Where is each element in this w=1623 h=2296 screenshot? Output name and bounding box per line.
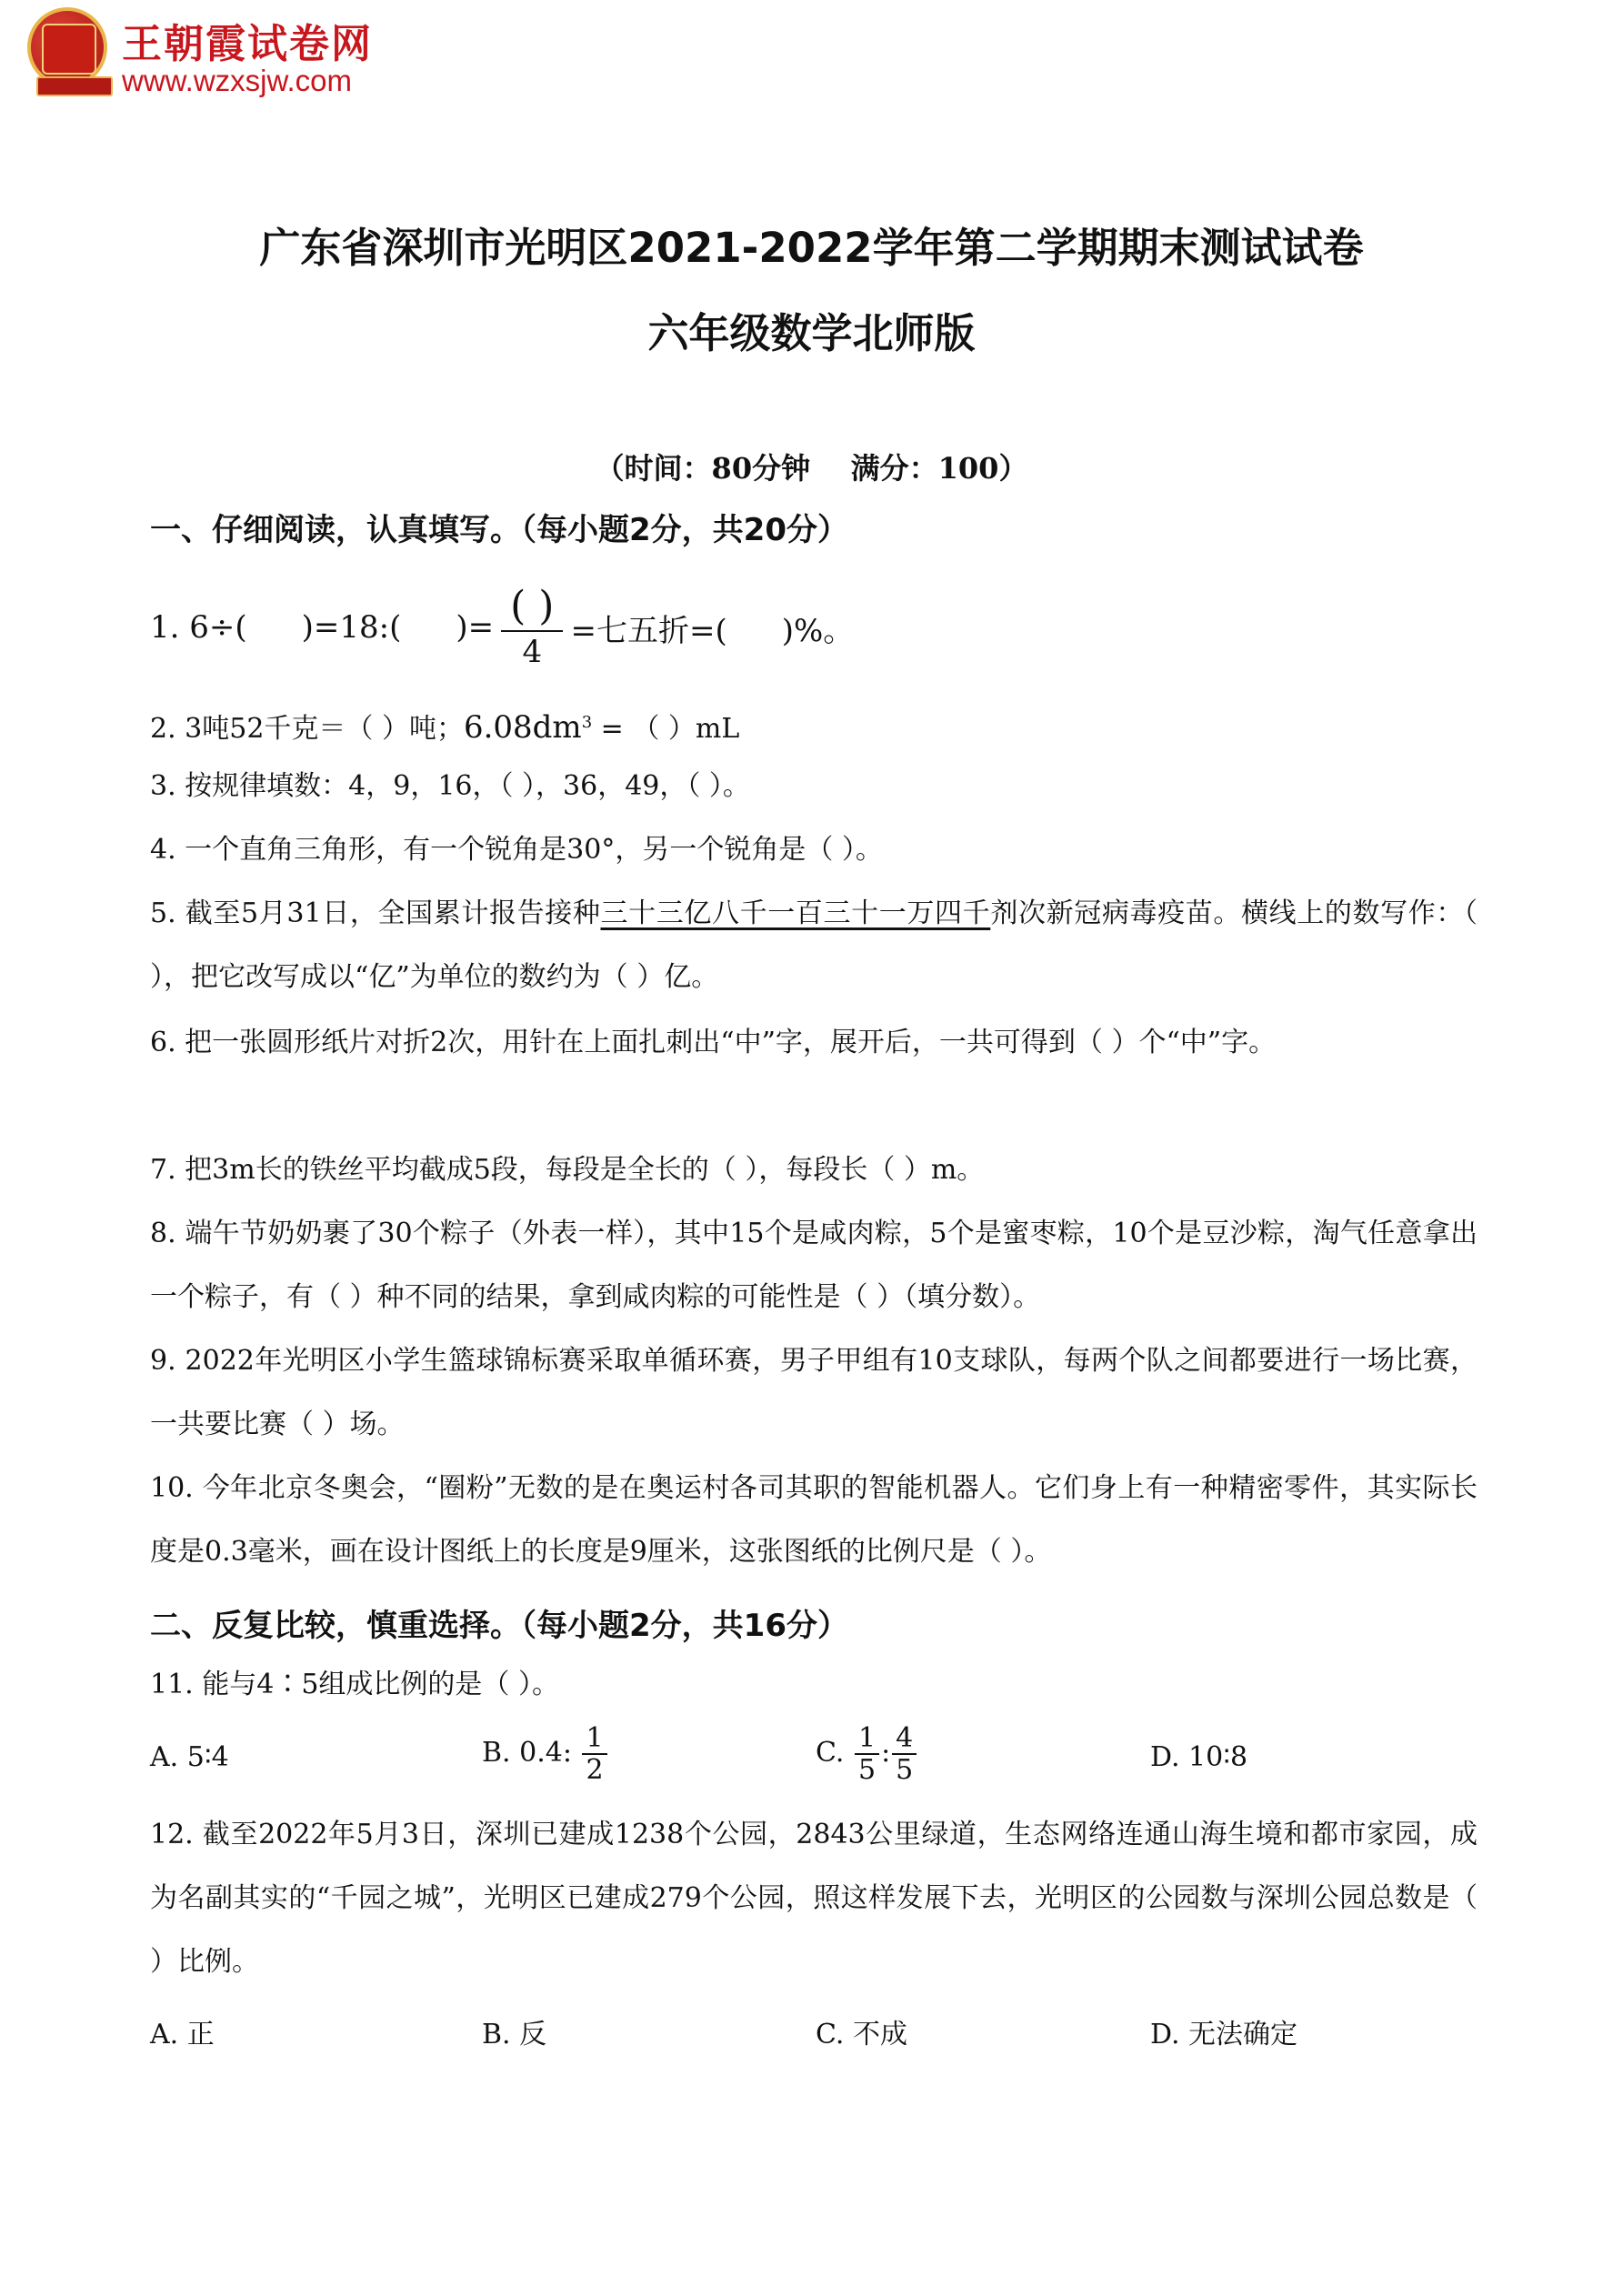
q5-underlined-number: 三十三亿八千一百三十一万四千 [600,897,991,929]
q12-option-b: B. 反 [482,2019,547,2050]
q11-b-fraction [582,1723,606,1785]
question-8: 8. 端午节奶奶裹了30个粽子（外表一样），其中15个是咸肉粽，5个是蜜枣粽，10个是豆沙粽，淘气任意拿出一个粽子，有（ ）种不同的结果，拿到咸肉粽的可能性是（ ）（填分数）。 [150,1218,1478,1313]
site-logo [27,7,418,107]
q11-option-c [816,1723,918,1785]
q11-c-fraction1 [855,1723,879,1785]
question-10: 10. 今年北京冬奥会，“圈粉”无数的是在奥运村各司其职的智能机器人。它们身上有一种精密零件，其实际长度是0.3毫米，画在设计图纸上的长度是9厘米，这张图纸的比例尺是（ ）。 [150,1472,1478,1568]
question-1 [150,573,854,682]
exam-title: 广东省深圳市光明区2021-2022学年第二学期期末测试试卷 [259,224,1364,272]
exam-meta: （时间：80分钟 满分：100） [595,451,1028,486]
q1-suffix: )%。 [781,612,855,649]
q11-c-num1: 1 [855,1723,879,1755]
question-3: 3. 按规律填数：4，9，16，（ ），36，49，（ ）。 [150,770,750,802]
q11-b-den: 2 [586,1754,604,1786]
section2-heading: 二、反复比较，慎重选择。（每小题2分，共16分） [150,1608,848,1644]
q1-fraction [501,583,563,672]
q11-option-b [482,1723,609,1785]
q1-mid2: )= [456,609,495,646]
question-5 [150,882,1478,1009]
q11-c-den1: 5 [857,1754,877,1786]
q11-c-fraction2 [892,1723,917,1785]
q11-c-den2: 5 [896,1754,914,1786]
q12-option-a: A. 正 [150,2019,215,2050]
q11-c-separator: : [881,1737,891,1769]
q2-part2: = （ ）mL [592,713,740,745]
section1-heading: 一、仔细阅读，认真填写。（每小题2分，共20分） [150,512,848,548]
q1-mid3: =七五折=( [570,612,727,649]
question-2 [150,691,1478,761]
exam-subtitle: 六年级数学北师版 [647,309,976,357]
q11-c-prefix: C. [816,1737,845,1769]
q1-frac-den: 4 [522,634,543,670]
q11-option-d: D. 10∶8 [1150,1741,1248,1773]
q12-option-c: C. 不成 [816,2019,907,2050]
brand-name: 王朝霞试卷网 [122,21,373,67]
question-9: 9. 2022年光明区小学生篮球锦标赛采取单循环赛，男子甲组有10支球队，每两个队之间都要进行一场比赛，一共要比赛（ ）场。 [150,1345,1478,1440]
q5-text-a: 5. 截至5月31日，全国累计报告接种 [150,897,601,929]
q12-option-d: D. 无法确定 [1150,2019,1298,2050]
q1-mid1: )=18:( [301,609,402,646]
q11-option-a: A. 5∶4 [150,1741,229,1773]
q5-text-b: 剂次新冠病毒疫苗。横线上的数写作：（ ），把它改写成以“亿”为单位的数约为（ ）亿。 [150,897,1478,993]
q2-unit: 6.08dm [463,709,582,746]
q11-b-num: 1 [582,1723,606,1755]
ribbon-icon [36,76,113,96]
q1-prefix: 1. 6÷( [150,609,247,646]
q2-part1: 2. 3吨52千克＝（ ）吨； [150,713,464,745]
seal-icon [27,7,107,87]
q11-c-num2: 4 [892,1723,917,1755]
question-12: 12. 截至2022年5月3日，深圳已建成1238个公园，2843公里绿道，生态网络连通山海生境和都市家园，成为名副其实的“千园之城”，光明区已建成279个公园，照这样发展下去，光明区的公园数与深圳公园总数是（ ）比例。 [150,1819,1478,1978]
question-11: 11. 能与4∶5组成比例的是（ ）。 [150,1669,559,1700]
website-url: www.wzxsjw.com [122,64,353,97]
q1-frac-num: ( ) [501,583,563,632]
q11-b-prefix: B. 0.4: [482,1737,572,1769]
question-7: 7. 把3m长的铁丝平均截成5段，每段是全长的（ ），每段长（ ）m。 [150,1154,985,1186]
question-4: 4. 一个直角三角形，有一个锐角是30°，另一个锐角是（ ）。 [150,834,883,866]
question-6: 6. 把一张圆形纸片对折2次，用针在上面扎刺出“中”字，展开后，一共可得到（ ）个“中”字。 [150,1027,1277,1058]
q2-sup: 3 [581,713,593,732]
